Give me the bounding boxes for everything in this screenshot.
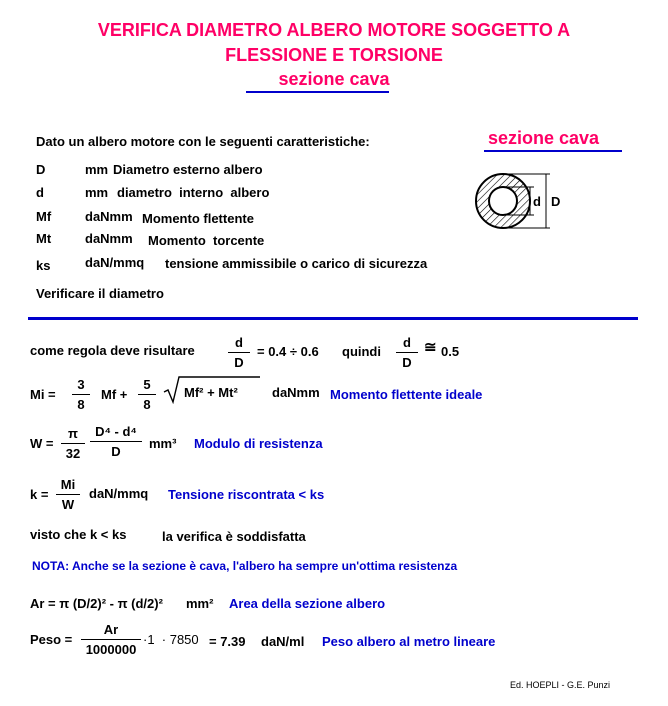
peso-mult: ·1 · 7850: [143, 632, 199, 647]
k-num: Mi: [60, 477, 76, 492]
figure-label-d: d: [533, 194, 541, 209]
check-right: la verifica è soddisfatta: [162, 529, 306, 544]
var-sym-ks: ks: [36, 258, 51, 273]
var-unit-Mt: daNmm: [85, 231, 133, 246]
verify-label: Verificare il diametro: [36, 286, 164, 301]
rule-text: come regola deve risultare: [30, 343, 195, 358]
mi-c1-den: 8: [77, 397, 85, 412]
mi-c2-num: 5: [143, 377, 151, 392]
w-unit: mm³: [149, 436, 177, 451]
var-sym-d: d: [36, 185, 44, 200]
var-unit-D: mm: [85, 162, 109, 177]
figure-title-underline: [484, 150, 622, 152]
rule-range: = 0.4 ÷ 0.6: [257, 344, 319, 359]
k-desc: Tensione riscontrata < ks: [168, 487, 325, 502]
peso-desc: Peso albero al metro lineare: [322, 634, 496, 649]
rule-frac2-num: d: [403, 335, 411, 350]
var-desc-Mf: Momento flettente: [142, 211, 254, 226]
var-unit-d: mm: [85, 185, 109, 200]
figure-title: sezione cava: [488, 128, 600, 148]
k-den: W: [61, 497, 75, 512]
area-desc: Area della sezione albero: [229, 596, 386, 611]
var-sym-Mf: Mf: [36, 209, 52, 224]
mi-coef1: [72, 377, 90, 412]
k-fraction: [56, 477, 80, 512]
w-pi-den: 32: [65, 446, 81, 461]
var-desc-D: Diametro esterno albero: [113, 162, 263, 177]
area-unit: mm²: [186, 596, 214, 611]
page-title-line1: VERIFICA DIAMETRO ALBERO MOTORE SOGGETTO A: [97, 20, 571, 40]
subtitle-underline: [246, 91, 389, 93]
rule-approx: ≅: [424, 339, 437, 356]
k-unit: daN/mmq: [89, 486, 149, 501]
w-pi-fraction: [61, 426, 85, 461]
var-sym-Mt: Mt: [36, 231, 52, 246]
mi-desc: Momento flettente ideale: [330, 387, 483, 402]
figure-label-D: D: [551, 194, 561, 209]
peso-den: 1000000: [85, 642, 137, 657]
w-pi-num: π: [68, 426, 78, 441]
w-den: D: [111, 444, 121, 459]
mi-mf-plus: Mf +: [101, 387, 128, 402]
rule-quindi: quindi: [342, 344, 381, 359]
mi-coef2: [138, 377, 156, 412]
page-title-line2: FLESSIONE E TORSIONE: [225, 45, 443, 65]
peso-num: Ar: [103, 622, 119, 637]
var-unit-Mf: daNmm: [85, 209, 133, 224]
note-text: NOTA: Anche se la sezione è cava, l'albero ha sempre un'ottima resistenza: [32, 559, 458, 573]
w-lhs: W =: [30, 436, 54, 451]
mi-c1-num: 3: [77, 377, 85, 392]
k-lhs: k =: [30, 487, 49, 502]
w-num: D⁴ - d⁴: [95, 424, 137, 439]
area-formula: Ar = π (D/2)² - π (d/2)²: [30, 596, 163, 611]
rule-fraction: [228, 335, 250, 370]
w-desc: Modulo di resistenza: [194, 436, 323, 451]
mi-c2-den: 8: [143, 397, 151, 412]
rule-frac-den: D: [234, 355, 244, 370]
rule-fraction-2: [396, 335, 418, 370]
var-desc-d: diametro interno albero: [117, 185, 270, 200]
var-sym-D: D: [36, 162, 46, 177]
mi-root-content: Mf² + Mt²: [184, 385, 238, 400]
page-subtitle: sezione cava: [278, 69, 390, 89]
var-desc-Mt: Momento torcente: [148, 233, 265, 248]
section-divider: [28, 317, 638, 320]
rule-value: 0.5: [441, 344, 460, 359]
footer-credit: Ed. HOEPLI - G.E. Punzi: [510, 680, 611, 690]
peso-fraction: [81, 622, 141, 657]
intro-text: Dato un albero motore con le seguenti caratteristiche:: [36, 134, 370, 149]
var-desc-ks: tensione ammissibile o carico di sicurezza: [165, 256, 428, 271]
peso-unit: daN/ml: [261, 634, 305, 649]
w-fraction: [90, 424, 142, 459]
peso-lhs: Peso =: [30, 632, 73, 647]
hollow-section-figure: [470, 166, 580, 238]
peso-result: = 7.39: [209, 634, 246, 649]
mi-unit: daNmm: [272, 385, 320, 400]
var-unit-ks: daN/mmq: [85, 255, 145, 270]
rule-frac2-den: D: [402, 355, 412, 370]
check-left: visto che k < ks: [30, 527, 127, 542]
rule-frac-num: d: [235, 335, 243, 350]
mi-lhs: Mi =: [30, 387, 56, 402]
